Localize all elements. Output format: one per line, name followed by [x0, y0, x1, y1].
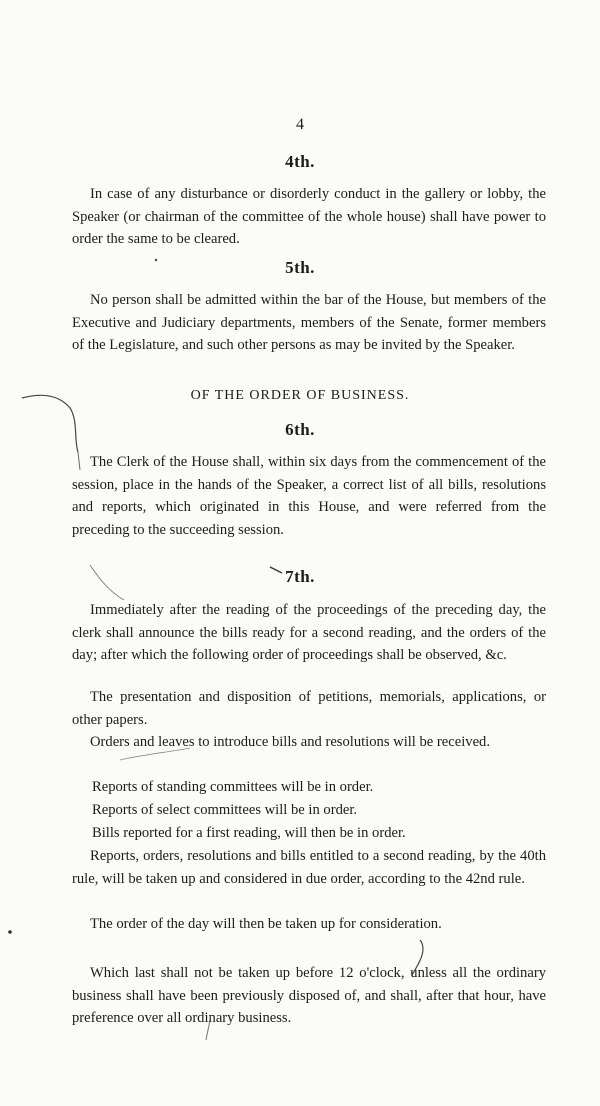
section-paragraph: In case of any disturbance or disorderly conduct in the gallery or lobby, the Speaker (or chairman of the committee of the whole house) shall have power to order the same to be cleared. — [72, 186, 546, 247]
section-paragraph: Immediately after the reading of the proceedings of the preceding day, the clerk shall announce the bills ready for a second reading, and the orders of the day; after which the following order of proceedings shall be observed, &c. — [72, 602, 546, 663]
section-heading: 4th. — [285, 152, 315, 171]
order-item: Bills reported for a first reading, will then be in order. — [92, 825, 406, 841]
order-item: Reports of select committees will be in order. — [92, 802, 358, 818]
section-paragraph: No person shall be admitted within the bar of the House, but members of the Executive and Judiciary departments, members of the Senate, former members of the Legislature, and such other persons as may be invited by the Speaker. — [72, 292, 546, 353]
section-paragraph: The Clerk of the House shall, within six days from the commencement of the session, place in the hands of the Speaker, a correct list of all bills, resolutions and reports, which originated in this House, and were referred from the preceding to the succeeding session. — [72, 454, 546, 538]
section-heading: 6th. — [285, 420, 315, 439]
order-item: Which last shall not be taken up before 12 o'clock, unless all the ordinary business shall have been previously disposed of, and shall, after that hour, have preference over all ordinary business. — [72, 965, 546, 1026]
order-item: Reports of standing committees will be in order. — [92, 779, 374, 795]
section-heading: 7th. — [285, 567, 315, 586]
order-item: Orders and leaves to introduce bills and resolutions will be received. — [90, 734, 490, 750]
section-caption: OF THE ORDER OF BUSINESS. — [190, 388, 410, 403]
order-item: Reports, orders, resolutions and bills entitled to a second reading, by the 40th rule, will be taken up and considered in due order, according to the 42nd rule. — [72, 848, 546, 887]
page-number: 4 — [296, 116, 304, 133]
section-heading: 5th. — [285, 258, 315, 277]
order-item: The presentation and disposition of petitions, memorials, applications, or other papers. — [72, 689, 546, 728]
order-item: The order of the day will then be taken up for consideration. — [90, 916, 442, 932]
